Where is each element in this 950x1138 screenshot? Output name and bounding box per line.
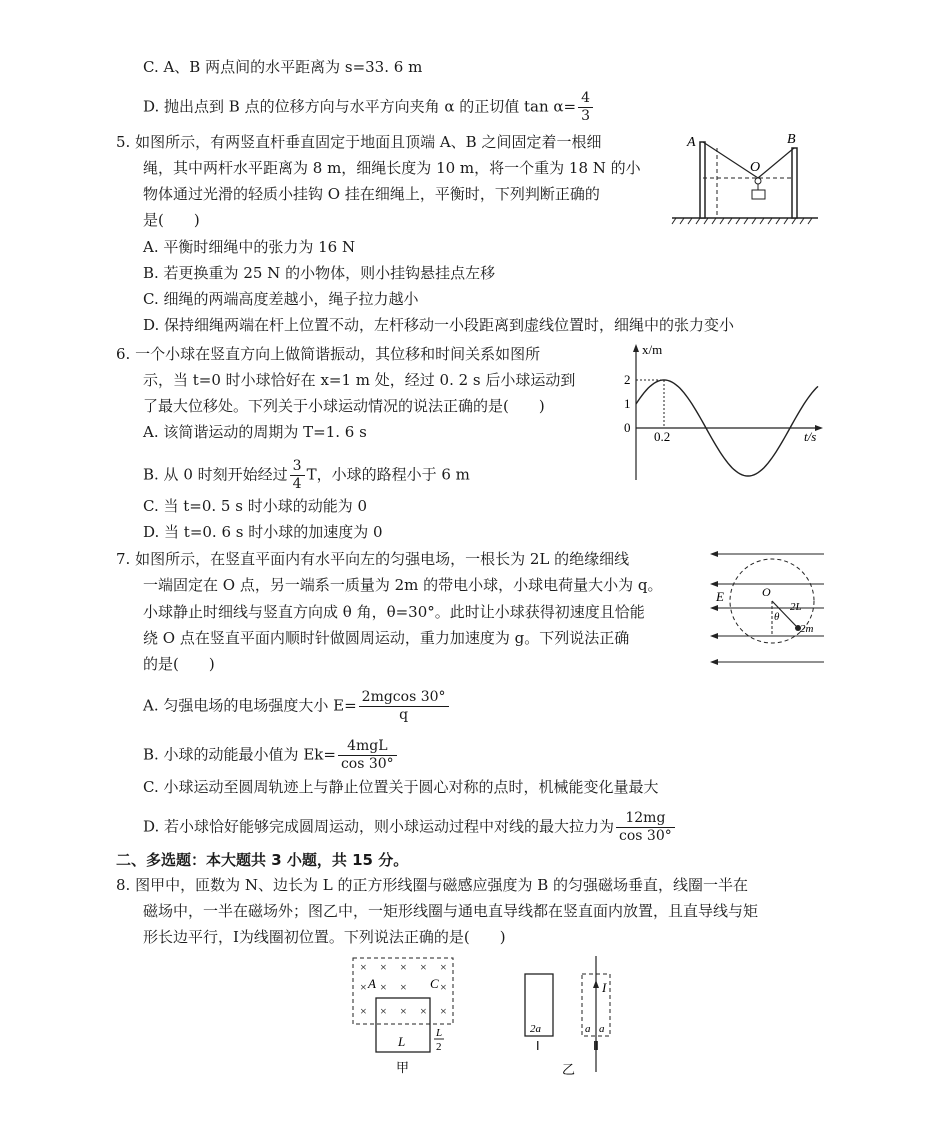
fraction-numerator: 12mg [616,810,675,828]
cross: × [420,960,427,974]
label-c: C [430,976,439,991]
q6-stem-line-3: 了最大位移处。下列关于小球运动情况的说法正确的是( ) [143,397,545,415]
q7-option-c: C. 小球运动至圆周轨迹上与静止位置关于圆心对称的点时，机械能变化量最大 [143,778,659,796]
q6-sine-graph [618,340,828,485]
cross: × [400,980,407,994]
q7-option-a-fraction [359,689,449,724]
right-pole [792,148,797,218]
q7-figure [708,546,828,671]
cross: × [420,1004,427,1018]
label-roman-1: Ⅰ [536,1039,540,1053]
cross: × [400,960,407,974]
q5-figure [670,128,820,228]
q7-option-a [143,689,451,724]
q5-stem-line-3: 物体通过光滑的轻质小挂钩 O 挂在细绳上，平衡时，下列判断正确的 [143,185,600,203]
label-roman-2: Ⅱ [593,1039,599,1053]
q4-option-c: C. A、B 两点间的水平距离为 s=33. 6 m [143,58,423,76]
q6-stem-line-2: 示，当 t=0 时小球恰好在 x=1 m 处，经过 0. 2 s 后小球运动到 [143,371,576,389]
q8-figure [340,950,620,1080]
q7-stem-line-5: 的是( ) [143,655,215,673]
q6-option-b-fraction [290,458,305,493]
label-theta: θ [774,611,780,623]
q7-option-a-prefix: A. 匀强电场的电场强度大小 E= [143,696,357,715]
label-current-i: I [602,980,607,995]
y-axis-arrow [633,344,639,352]
label-a: A [687,135,696,150]
fraction-numerator: 4 [578,90,593,108]
label-o: O [762,585,771,599]
q6-option-d: D. 当 t=0. 6 s 时小球的加速度为 0 [143,523,383,541]
x-axis-label: t/s [804,429,817,444]
cross: × [440,980,447,994]
hook-o [755,178,761,184]
tick-0-2: 0.2 [654,429,671,444]
caption-left: 甲 [396,1060,410,1075]
y-axis-label: x/m [642,342,663,357]
section-2-title: 二、多选题：本大题共 3 小题，共 15 分。 [116,851,409,869]
q6-option-b [143,458,470,493]
label-a-right: a [599,1023,605,1035]
fraction-denominator: q [399,707,409,723]
q8-stem-line-2: 磁场中，一半在磁场外；图乙中，一矩形线圈与通电直导线都在竖直面内放置，且直导线与矩 [143,902,759,920]
label-b: B [787,132,796,147]
current-arrow [593,980,599,988]
fraction-denominator: cos 30° [340,756,394,772]
q8-stem-line-1: 8. 图甲中，匝数为 N、边长为 L 的正方形线圈与磁感应强度为 B 的匀强磁场垂直，线圈一半在 [116,876,749,894]
label-l2-den: 2 [436,1041,442,1053]
cross: × [360,960,367,974]
fraction-numerator: 3 [290,458,305,476]
q6-option-b-prefix: B. 从 0 时刻开始经过 [143,465,288,484]
q7-stem-line-2: 一端固定在 O 点，另一端系一质量为 2m 的带电小球，小球电荷量大小为 q。 [143,576,663,594]
cross: × [380,960,387,974]
label-e: E [716,589,724,604]
cross: × [380,980,387,994]
fraction-numerator: 4mgL [338,738,397,756]
q5-option-b: B. 若更换重为 25 N 的小物体，则小挂钩悬挂点左移 [143,264,496,282]
q7-stem-line-4: 绕 O 点在竖直平面内顺时针做圆周运动，重力加速度为 g。下列说法正确 [143,629,630,647]
q5-stem-line-2: 绳，其中两杆水平距离为 8 m，细绳长度为 10 m，将一个重为 18 N 的小 [143,159,641,177]
cross: × [360,980,367,994]
q4-option-d-fraction [578,90,593,125]
field-arrows [710,551,718,665]
q7-option-d-prefix: D. 若小球恰好能够完成圆周运动，则小球运动过程中对线的最大拉力为 [143,817,615,836]
caption-right: 乙 [562,1062,576,1077]
label-o: O [750,160,761,175]
tick-0: 0 [624,420,631,435]
cross: × [440,960,447,974]
label-a-left: a [585,1023,591,1035]
left-pole [700,142,705,218]
q5-stem-line-1: 5. 如图所示，有两竖直杆垂直固定于地面且顶端 A、B 之间固定着一根细 [116,133,602,151]
q6-option-c: C. 当 t=0. 5 s 时小球的动能为 0 [143,497,368,515]
label-2m: 2m [800,623,814,635]
fraction-numerator: 2mgcos 30° [359,689,449,707]
q7-option-b-fraction [338,738,397,773]
tick-2: 2 [624,372,631,387]
q7-option-b [143,738,399,773]
small-object [752,190,765,199]
label-a: A [368,976,376,991]
rope-right [758,148,794,178]
fraction-denominator: cos 30° [619,828,672,844]
label-2l: 2L [790,601,802,613]
q5-option-c: C. 细绳的两端高度差越小，绳子拉力越小 [143,290,419,308]
q5-option-d: D. 保持细绳两端在杆上位置不动，左杆移动一小段距离到虚线位置时，细绳中的张力变小 [143,316,735,334]
fraction-denominator: 3 [581,108,591,124]
fraction-denominator: 4 [292,476,302,492]
label-l: L [398,1034,406,1049]
q6-option-a: A. 该简谐运动的周期为 T=1. 6 s [143,423,367,441]
q8-stem-line-3: 形长边平行，Ⅰ为线圈初位置。下列说法正确的是( ) [143,928,506,946]
ground-hatch [672,218,812,224]
cross: × [440,1004,447,1018]
q4-option-d-text: D. 抛出点到 B 点的位移方向与水平方向夹角 α 的正切值 tan α= [143,97,577,116]
cross: × [360,1004,367,1018]
q5-stem-line-4: 是( ) [143,211,200,229]
field-lines [714,554,824,662]
q5-option-a: A. 平衡时细绳中的张力为 16 N [143,238,356,256]
q7-option-b-prefix: B. 小球的动能最小值为 Ek= [143,745,336,764]
q7-option-d [143,810,677,845]
tick-1: 1 [624,396,631,411]
q6-option-b-suffix: T，小球的路程小于 6 m [306,465,470,484]
q7-stem-line-3: 小球静止时细线与竖直方向成 θ 角，θ=30°。此时让小球获得初速度且恰能 [143,603,645,621]
cross: × [380,1004,387,1018]
label-2a: 2a [530,1023,541,1035]
q7-option-d-fraction [616,810,675,845]
cross: × [400,1004,407,1018]
label-l2-num: L [436,1027,443,1039]
q4-option-d [143,90,595,125]
q7-stem-line-1: 7. 如图所示，在竖直平面内有水平向左的匀强电场，一根长为 2L 的绝缘细线 [116,550,630,568]
q6-stem-line-1: 6. 一个小球在竖直方向上做简谐振动，其位移和时间关系如图所 [116,345,541,363]
